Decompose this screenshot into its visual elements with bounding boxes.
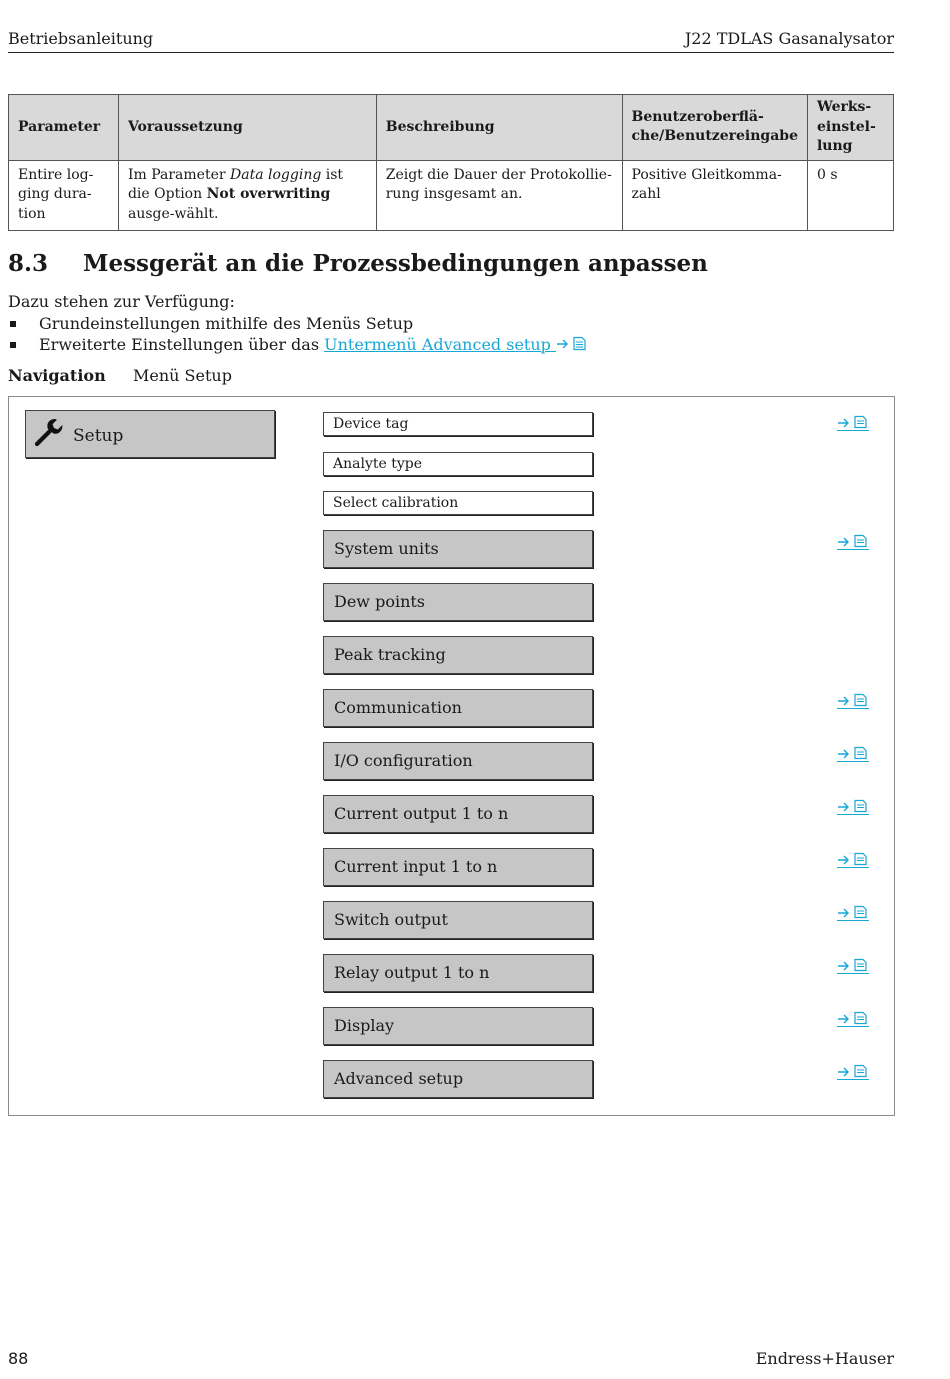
submenu-current-output [323, 795, 593, 833]
col-header-user-interface: Benutzeroberflä-che/Benutzereingabe [622, 95, 807, 161]
page-reference-icon[interactable] [837, 693, 869, 709]
submenu-label: Peak tracking [334, 645, 446, 664]
page-header [8, 28, 894, 53]
submenu-label: Switch output [334, 910, 448, 929]
page-reference-icon[interactable] [837, 415, 869, 431]
wrench-icon [33, 416, 65, 448]
submenu-label: Communication [334, 698, 462, 717]
page-reference-icon[interactable] [837, 958, 869, 974]
param-select-calibration [323, 491, 593, 515]
submenu-relay-output [323, 954, 593, 992]
advanced-setup-link-label: Untermenü Advanced setup [324, 335, 551, 354]
section-heading [8, 250, 708, 277]
bullet-icon [10, 342, 16, 348]
submenu-label: Current input 1 to n [334, 857, 498, 876]
submenu-communication [323, 689, 593, 727]
col-header-parameter: Parameter [9, 95, 119, 161]
prereq-mid: ist die Option [127, 166, 344, 202]
submenu-current-input [323, 848, 593, 886]
prereq-prefix: Im Parameter [127, 166, 231, 183]
menu-structure-diagram [8, 396, 895, 1116]
setup-menu-node [25, 410, 275, 458]
param-label: Device tag [333, 416, 409, 432]
submenu-label: I/O configuration [334, 751, 473, 770]
page-reference-icon[interactable] [837, 852, 869, 868]
bullet-text: Grundeinstellungen mithilfe des Menüs Setup [39, 314, 414, 333]
advanced-setup-link[interactable] [324, 335, 588, 354]
submenu-system-units [323, 530, 593, 568]
section-title: Messgerät an die Prozessbedingungen anpassen [83, 250, 708, 277]
table-header-row [9, 95, 894, 161]
col-header-factory-setting: Werks-einstel-lung [807, 95, 893, 161]
navigation-value: Menü Setup [133, 366, 232, 385]
col-header-prerequisite: Voraussetzung [118, 95, 376, 161]
bullet-text-prefix: Erweiterte Einstellungen über das [39, 335, 325, 354]
submenu-label: Current output 1 to n [334, 804, 509, 823]
cell-factory-setting: 0 s [807, 160, 893, 231]
page-reference-icon[interactable] [837, 905, 869, 921]
submenu-io-configuration [323, 742, 593, 780]
navigation-path [8, 366, 232, 385]
submenu-switch-output [323, 901, 593, 939]
param-analyte-type [323, 452, 593, 476]
param-label: Select calibration [333, 495, 459, 511]
intro-text: Dazu stehen zur Verfügung: [8, 292, 235, 311]
submenu-display [323, 1007, 593, 1045]
page-reference-icon[interactable] [837, 534, 869, 550]
setup-menu-label: Setup [73, 426, 124, 446]
page-reference-icon[interactable] [837, 1011, 869, 1027]
prereq-suffix: ausge-wählt. [127, 205, 219, 222]
page-number: 88 [8, 1349, 29, 1368]
cell-user-input: Positive Gleitkomma-zahl [622, 160, 807, 231]
submenu-dew-points [323, 583, 593, 621]
cell-prerequisite [118, 160, 376, 231]
submenu-label: Display [334, 1016, 395, 1035]
bullet-text [39, 335, 588, 354]
col-header-description: Beschreibung [376, 95, 622, 161]
submenu-advanced-setup [323, 1060, 593, 1098]
submenu-peak-tracking [323, 636, 593, 674]
param-device-tag [323, 412, 593, 436]
parameter-table [8, 94, 894, 231]
table-row [9, 160, 894, 231]
prereq-param-name: Data logging [230, 166, 322, 183]
page-reference-icon[interactable] [837, 746, 869, 762]
submenu-label: System units [334, 539, 439, 558]
page-reference-icon[interactable] [837, 1064, 869, 1080]
page-reference-icon [556, 336, 588, 351]
page-reference-icon[interactable] [837, 799, 869, 815]
submenu-label: Dew points [334, 592, 426, 611]
prereq-option-name: Not overwriting [206, 186, 331, 202]
header-product: J22 TDLAS Gasanalysator [684, 29, 894, 48]
param-label: Analyte type [333, 456, 423, 472]
navigation-label: Navigation [8, 366, 106, 385]
cell-description: Zeigt die Dauer der Protokollie-rung insgesamt an. [376, 160, 622, 231]
section-number: 8.3 [8, 250, 49, 277]
header-doc-type: Betriebsanleitung [8, 29, 154, 48]
submenu-label: Relay output 1 to n [334, 963, 490, 982]
cell-parameter: Entire log-ging dura-tion [9, 160, 119, 231]
bullet-icon [10, 321, 16, 327]
submenu-label: Advanced setup [334, 1069, 464, 1088]
footer-brand: Endress+Hauser [755, 1349, 894, 1368]
